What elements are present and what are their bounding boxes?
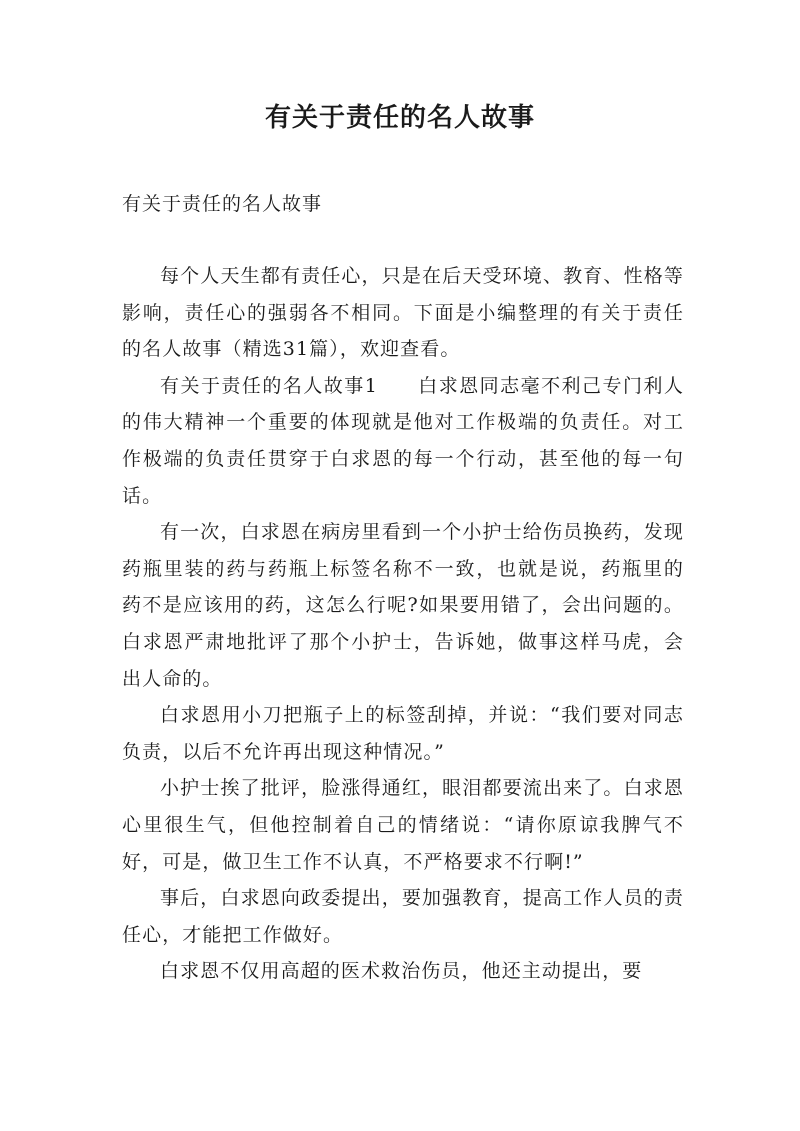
paragraph: 小护士挨了批评，脸涨得通红，眼泪都要流出来了。白求恩心里很生气，但他控制着自己的情绪说：“请你原谅我脾气不好，可是，做卫生工作不认真，不严格要求不行啊!”: [122, 777, 684, 873]
paragraph-text: 白求恩同志毫不利己专门利人的伟大精神一个重要的体现就是他对工作极端的负责任。对工作极端的负责任贯穿于白求恩的每一个行动，甚至他的每一句话。: [122, 374, 684, 507]
paragraph: 事后，白求恩向政委提出，要加强教育，提高工作人员的责任心，才能把工作做好。: [122, 887, 684, 946]
document-subtitle: 有关于责任的名人故事: [122, 193, 323, 215]
document-body: [122, 258, 684, 990]
paragraph: 白求恩不仅用高超的医术救治伤员，他还主动提出，要: [160, 960, 643, 983]
paragraph: 有一次，白求恩在病房里看到一个小护士给伤员换药，发现药瓶里装的药与药瓶上标签名称不一致，也就是说，药瓶里的药不是应该用的药，这怎么行呢?如果要用错了，会出问题的。白求恩严肃地批评了那个小护士，告诉她，做事这样马虎，会出人命的。: [122, 521, 684, 690]
paragraph: 白求恩用小刀把瓶子上的标签刮掉，并说：“我们要对同志负责，以后不允许再出现这种情况。”: [122, 704, 684, 763]
paragraph: 每个人天生都有责任心，只是在后天受环境、教育、性格等影响，责任心的强弱各不相同。下面是小编整理的有关于责任的名人故事（精选31篇），欢迎查看。: [122, 265, 684, 361]
paragraph: [122, 368, 684, 514]
document-title: 有关于责任的名人故事: [264, 103, 535, 133]
story-heading: 有关于责任的名人故事1: [160, 374, 378, 397]
